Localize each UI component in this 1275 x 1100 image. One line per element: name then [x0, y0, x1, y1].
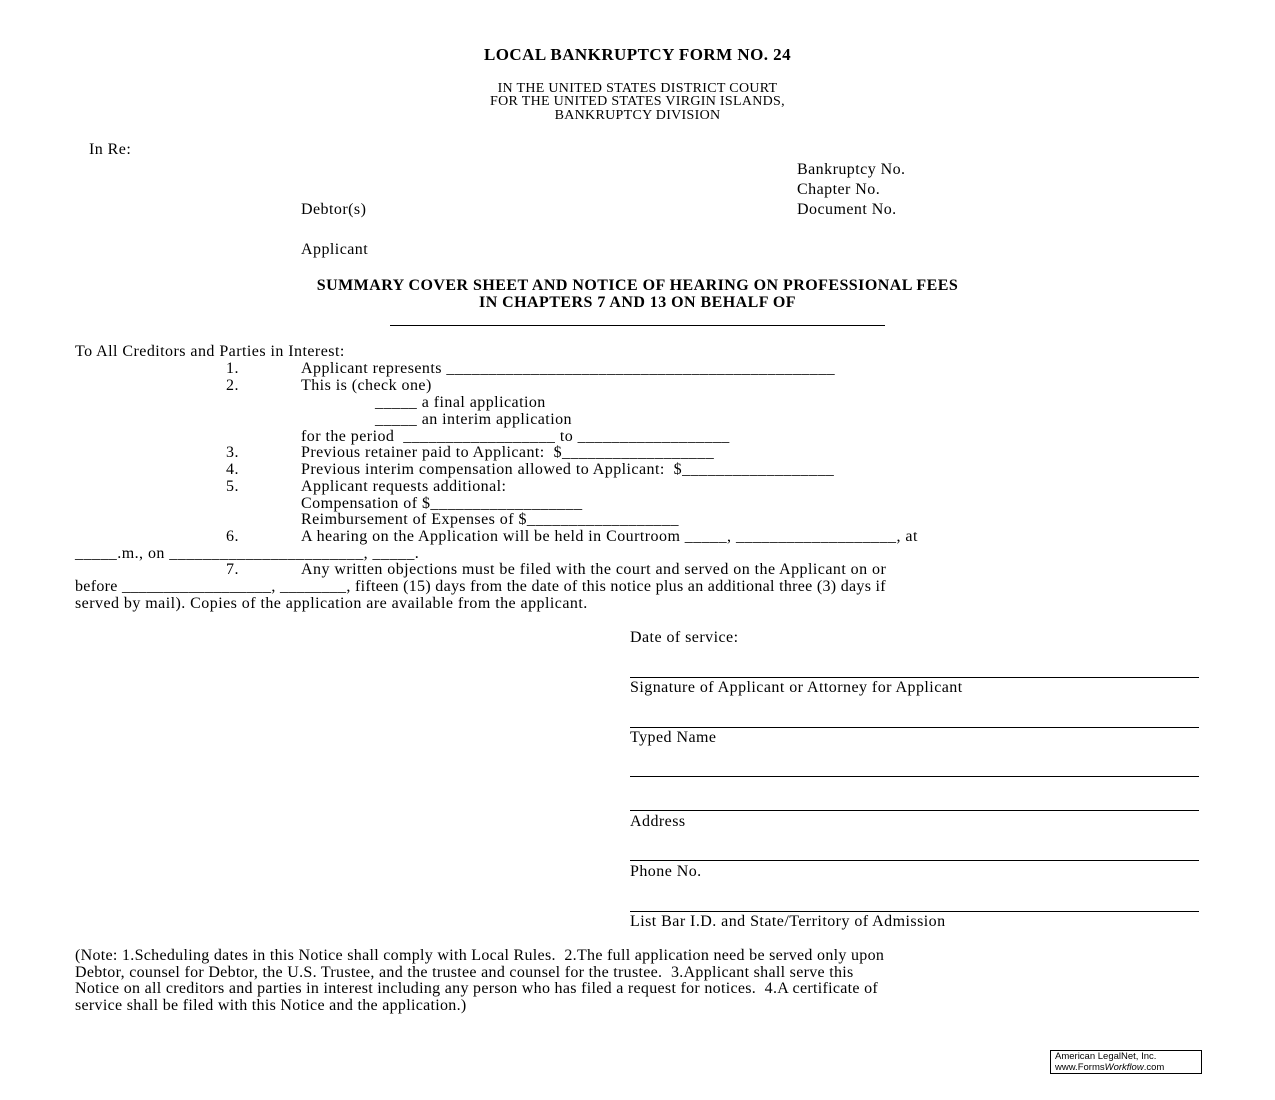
address-line [630, 810, 1199, 811]
note-line: Debtor, counsel for Debtor, the U.S. Trustee, and the trustee and counsel for the trustee. 3.Applicant shall serve this [75, 964, 854, 981]
item-number: 7. [226, 561, 239, 578]
form-title: LOCAL BANKRUPTCY FORM NO. 24 [483, 45, 792, 64]
behalf-of-blank [390, 325, 885, 326]
hearing-time-text: _____.m., on _______________________, _____. [75, 545, 420, 562]
phone-label: Phone No. [630, 863, 702, 880]
applicant-label: Applicant [301, 241, 369, 258]
chapter-no-label: Chapter No. [797, 181, 881, 198]
date-of-service-label: Date of service: [630, 629, 739, 646]
item-number: 1. [226, 360, 239, 377]
court-line: IN THE UNITED STATES DISTRICT COURT [497, 81, 778, 96]
item-text: Applicant represents ______________________________________________ [301, 360, 836, 377]
item-text: A hearing on the Application will be held in Courtroom _____, ___________________, at [301, 528, 918, 545]
site-prefix: www.Forms [1055, 1061, 1105, 1073]
objections-text: served by mail). Copies of the application are available from the applicant. [75, 595, 588, 612]
court-line: BANKRUPTCY DIVISION [554, 108, 721, 123]
bar-id-label: List Bar I.D. and State/Territory of Admission [630, 913, 946, 930]
note-line: service shall be filed with this Notice and the application.) [75, 997, 467, 1014]
item-text: Any written objections must be filed with the court and served on the Applicant on or [301, 561, 887, 578]
item-number: 3. [226, 444, 239, 461]
address-label: Address [630, 813, 686, 830]
item-number: 6. [226, 528, 239, 545]
item-text: This is (check one) [301, 377, 432, 394]
debtors-label: Debtor(s) [301, 201, 367, 218]
in-re-label: In Re: [89, 141, 132, 158]
heading-line-1: SUMMARY COVER SHEET AND NOTICE OF HEARING ON PROFESSIONAL FEES [316, 277, 959, 294]
item-number: 4. [226, 461, 239, 478]
court-line: FOR THE UNITED STATES VIRGIN ISLANDS, [490, 94, 785, 109]
item-text: Applicant requests additional: [301, 478, 507, 495]
item-text: Previous retainer paid to Applicant: $__________________ [301, 444, 715, 461]
note-line: (Note: 1.Scheduling dates in this Notice shall comply with Local Rules. 2.The full application need be served only upon [75, 947, 885, 964]
publisher-site [1055, 1063, 1197, 1074]
item-number: 5. [226, 478, 239, 495]
objections-text: before __________________, ________, fifteen (15) days from the date of this notice plus an additional three (3) days if [75, 578, 886, 595]
item-number: 2. [226, 377, 239, 394]
site-italic: Workflow [1104, 1061, 1144, 1073]
compensation-text: Compensation of $__________________ [301, 495, 583, 512]
period-text: for the period __________________ to __________________ [301, 428, 730, 445]
final-application-option: _____ a final application [375, 394, 546, 411]
site-suffix: .com [1143, 1061, 1165, 1073]
publisher-stamp [1050, 1050, 1202, 1074]
reimbursement-text: Reimbursement of Expenses of $__________________ [301, 511, 679, 528]
item-text: Previous interim compensation allowed to Applicant: $__________________ [301, 461, 835, 478]
note-line: Notice on all creditors and parties in interest including any person who has filed a request for notices. 4.A certificate of [75, 980, 879, 997]
salutation: To All Creditors and Parties in Interest: [75, 343, 345, 360]
typed-name-label: Typed Name [630, 729, 717, 746]
bankruptcy-no-label: Bankruptcy No. [797, 161, 906, 178]
signature-label: Signature of Applicant or Attorney for Applicant [630, 679, 963, 696]
publisher-name: American LegalNet, Inc. [1055, 1051, 1157, 1062]
interim-application-option: _____ an interim application [375, 411, 572, 428]
phone-line [630, 860, 1199, 861]
document-no-label: Document No. [797, 201, 897, 218]
address-line [630, 776, 1199, 777]
heading-line-2: IN CHAPTERS 7 AND 13 ON BEHALF OF [479, 294, 796, 311]
